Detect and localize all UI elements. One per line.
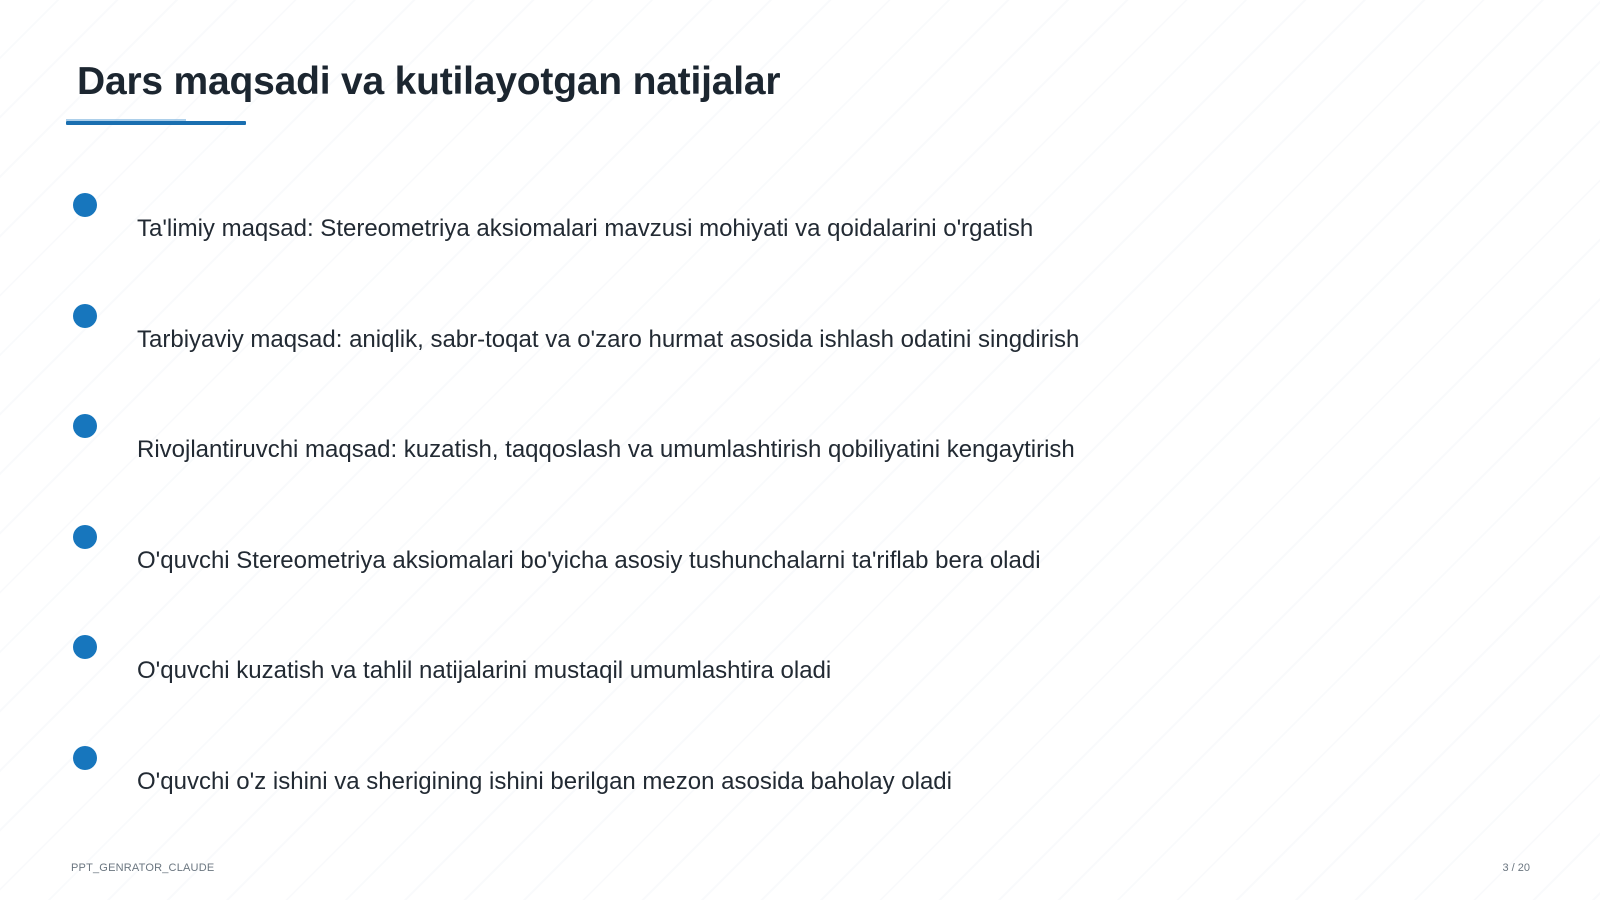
bullet-item <box>73 525 1373 585</box>
bullet-text: Rivojlantiruvchi maqsad: kuzatish, taqqoslash va umumlashtirish qobiliyatini kengaytirish <box>137 436 1075 463</box>
bullet-item <box>73 414 1373 474</box>
bullet-dot-icon <box>73 304 97 328</box>
bullet-text: O'quvchi Stereometriya aksiomalari bo'yicha asosiy tushunchalarni ta'riflab bera oladi <box>137 547 1041 574</box>
bullet-dot-icon <box>73 746 97 770</box>
bullet-dot-icon <box>73 525 97 549</box>
page-indicator: 3 / 20 <box>1502 862 1530 874</box>
bullet-item <box>73 193 1373 253</box>
bullet-text: Ta'limiy maqsad: Stereometriya aksiomalari mavzusi mohiyati va qoidalarini o'rgatish <box>137 215 1034 242</box>
footer-generator-label: PPT_GENRATOR_CLAUDE <box>71 862 215 874</box>
bullet-item <box>73 746 1373 806</box>
slide-title: Dars maqsadi va kutilayotgan natijalar <box>77 60 781 103</box>
bullet-dot-icon <box>73 414 97 438</box>
bullet-text: O'quvchi o'z ishini va sherigining ishini berilgan mezon asosida baholay oladi <box>137 768 952 795</box>
bullet-dot-icon <box>73 635 97 659</box>
bullet-item <box>73 635 1373 695</box>
bullet-item <box>73 304 1373 364</box>
bullet-text: Tarbiyaviy maqsad: aniqlik, sabr-toqat va o'zaro hurmat asosida ishlash odatini singdirish <box>137 326 1080 353</box>
bullet-dot-icon <box>73 193 97 217</box>
bullet-text: O'quvchi kuzatish va tahlil natijalarini mustaqil umumlashtira oladi <box>137 657 832 684</box>
